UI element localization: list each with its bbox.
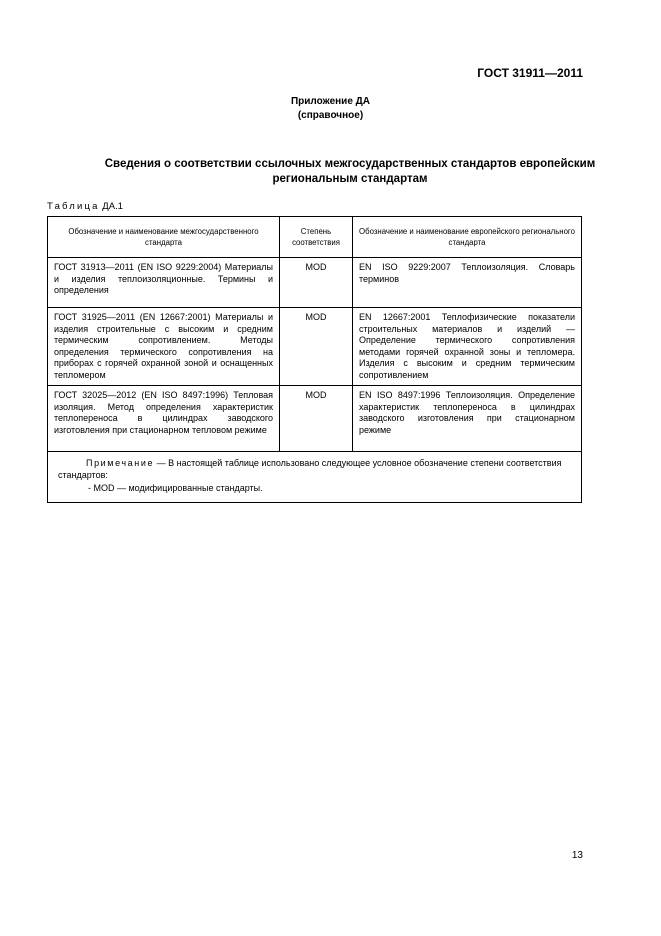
document-code: ГОСТ 31911—2011 bbox=[477, 66, 583, 80]
appendix-title: Приложение ДА bbox=[290, 96, 371, 107]
cell-degree: MOD bbox=[280, 386, 353, 452]
cell-interstate-standard: ГОСТ 31925—2011 (EN 12667:2001) Материалы и изделия строительные с высоким и средним термическим сопротивлением. Методы определения термического сопротивления на приборах с горячей охранной зоной и оснащенных тепломером bbox=[48, 308, 280, 386]
cell-european-standard: EN 12667:2001 Теплофизические показатели строительных материалов и изделий — Определение термического сопротивления методами горячей охранной зоны и тепломера. Изделия с высоким и средним термическим сопротивлением bbox=[353, 308, 582, 386]
cell-degree: MOD bbox=[280, 308, 353, 386]
table-header-row bbox=[48, 217, 582, 258]
section-heading-line1: Сведения о соответствии ссылочных межгосударственных стандартов европейским bbox=[104, 158, 596, 170]
note-item: - MOD — модифицированные стандарты. bbox=[88, 483, 263, 493]
table-row bbox=[48, 258, 582, 308]
table-note bbox=[48, 452, 582, 503]
header-degree-of-correspondence: Степень соответствия bbox=[280, 217, 353, 258]
table-caption-label: Таблица bbox=[47, 201, 100, 212]
cell-european-standard: EN ISO 9229:2007 Теплоизоляция. Словарь терминов bbox=[353, 258, 582, 308]
cell-interstate-standard: ГОСТ 31913—2011 (EN ISO 9229:2004) Материалы и изделия теплоизоляционные. Термины и определения bbox=[48, 258, 280, 308]
note-label: Примечание bbox=[86, 458, 155, 468]
note-text bbox=[58, 458, 575, 481]
table-caption-number: ДА.1 bbox=[99, 201, 123, 212]
table-row bbox=[48, 386, 582, 452]
cell-degree: MOD bbox=[280, 258, 353, 308]
cell-european-standard: EN ISO 8497:1996 Теплоизоляция. Определение характеристик теплопереноса в цилиндрах заводского изготовления при стационарном режиме bbox=[353, 386, 582, 452]
page-number: 13 bbox=[571, 850, 583, 861]
header-european-standard: Обозначение и наименование европейского регионального стандарта bbox=[353, 217, 582, 258]
section-heading bbox=[40, 157, 660, 187]
appendix-header bbox=[0, 95, 661, 123]
appendix-subtitle: (справочное) bbox=[297, 110, 364, 121]
note-body: — В настоящей таблице использовано следующее условное обозначение степени соответствия стандартов: bbox=[58, 458, 562, 480]
header-interstate-standard: Обозначение и наименование межгосударственного стандарта bbox=[48, 217, 280, 258]
section-heading-line2: региональным стандартам bbox=[272, 173, 428, 185]
table-note-row bbox=[48, 452, 582, 503]
table-row bbox=[48, 308, 582, 386]
cell-interstate-standard: ГОСТ 32025—2012 (EN ISO 8497:1996) Тепловая изоляция. Метод определения характеристик теплопереноса в цилиндрах заводского изготовления при стационарном тепловом режиме bbox=[48, 386, 280, 452]
standards-correspondence-table bbox=[47, 216, 582, 503]
table-caption bbox=[47, 201, 123, 212]
